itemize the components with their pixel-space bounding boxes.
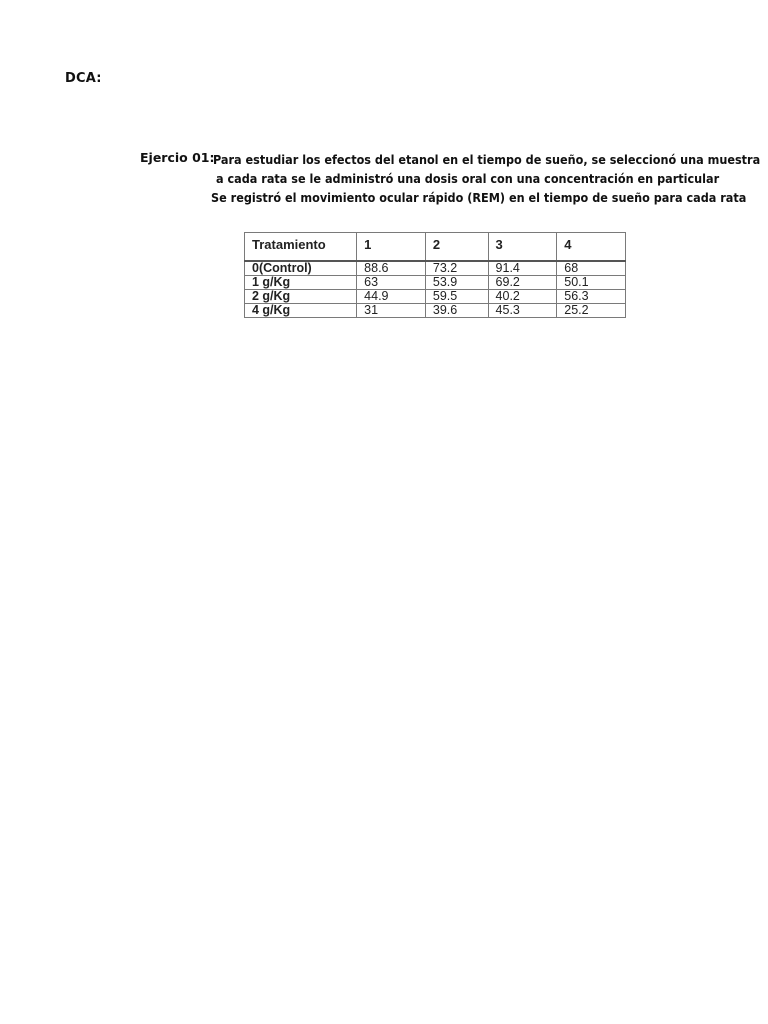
exercise-line: Para estudiar los efectos del etanol en el tiempo de sueño, se seleccionó una muestra (213, 152, 761, 167)
table-cell: 59.5 (425, 290, 488, 304)
table-cell: 1 g/Kg (245, 276, 357, 290)
table-header-cell: 4 (557, 233, 626, 262)
table-cell: 91.4 (488, 261, 557, 276)
table-cell: 69.2 (488, 276, 557, 290)
table-header-row (245, 233, 626, 262)
table-cell: 56.3 (557, 290, 626, 304)
table-header-cell: 3 (488, 233, 557, 262)
table-cell: 31 (357, 304, 426, 318)
table-header-cell: 1 (357, 233, 426, 262)
table-row (245, 261, 626, 276)
table-cell: 40.2 (488, 290, 557, 304)
page-heading: DCA: (65, 71, 102, 86)
table-cell: 44.9 (357, 290, 426, 304)
table-row (245, 290, 626, 304)
table-cell: 4 g/Kg (245, 304, 357, 318)
table-cell: 25.2 (557, 304, 626, 318)
data-table (244, 232, 626, 318)
table-row (245, 304, 626, 318)
exercise-line: Se registró el movimiento ocular rápido (REM) en el tiempo de sueño para cada rata (211, 190, 747, 205)
table-cell: 88.6 (357, 261, 426, 276)
data-table-container (244, 232, 626, 318)
table-header-cell: 2 (425, 233, 488, 262)
table-cell: 2 g/Kg (245, 290, 357, 304)
exercise-line: a cada rata se le administró una dosis oral con una concentración en particular (216, 171, 720, 186)
table-row (245, 276, 626, 290)
table-cell: 63 (357, 276, 426, 290)
table-cell: 68 (557, 261, 626, 276)
exercise-label: Ejercio 01: (140, 150, 215, 165)
table-cell: 39.6 (425, 304, 488, 318)
exercise-description (200, 150, 761, 207)
table-cell: 73.2 (425, 261, 488, 276)
table-cell: 45.3 (488, 304, 557, 318)
table-cell: 50.1 (557, 276, 626, 290)
table-header-cell: Tratamiento (245, 233, 357, 262)
table-cell: 53.9 (425, 276, 488, 290)
table-cell: 0(Control) (245, 261, 357, 276)
